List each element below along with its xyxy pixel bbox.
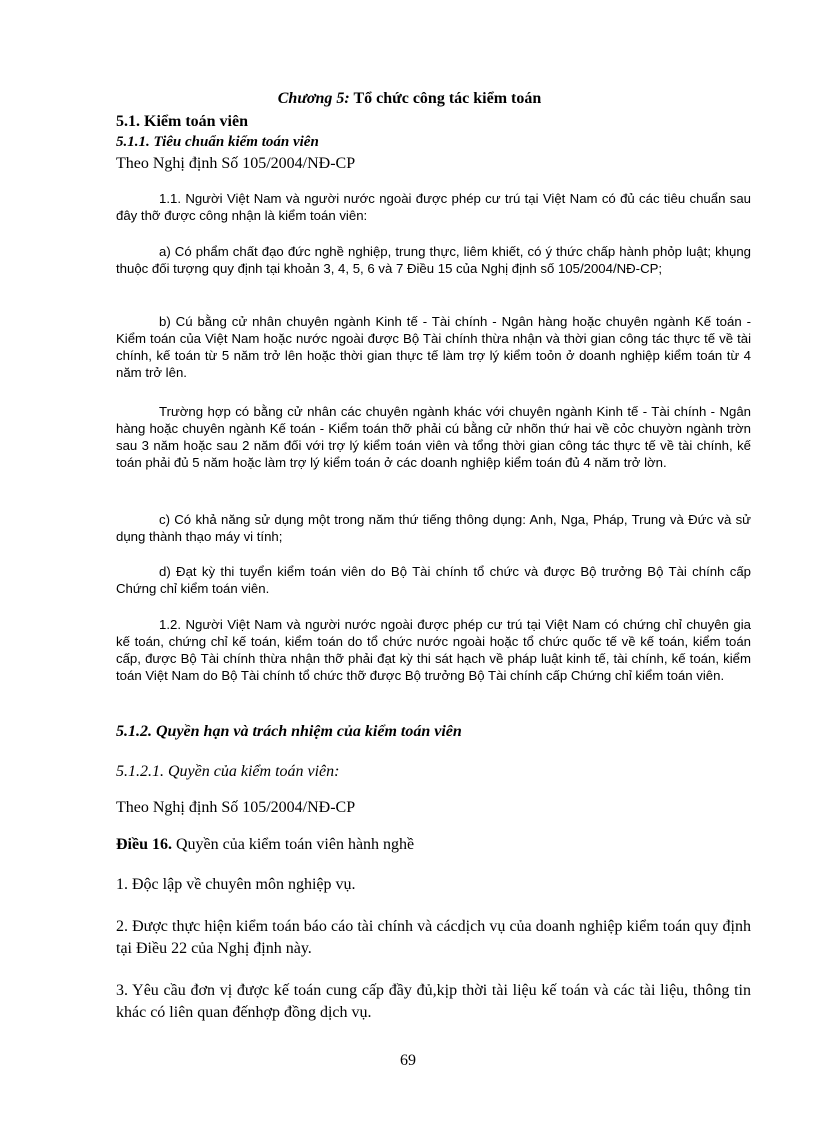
list-item: 2. Được thực hiện kiểm toán báo cáo tài chính và cácdịch vụ của doanh nghiệp kiểm toán quy định tại Điều 22 của Nghị định này. xyxy=(116,918,751,957)
paragraph-exception: Trường hợp có bằng cử nhân các chuyên ngành khác với chuyên ngành Kinh tế - Tài chính - Ngân hàng hoặc chuyên ngành Kế toán - Kiểm toán thỡ phải cú bằng cử nhõn thứ hai về cỏc chuyờn ngành trờn sau 3 năm hoặc sau 2 năm đối với trợ lý kiểm toán viên và tổng thời gian công tác thực tế về tài chính, kế toán phải đủ 5 năm hoặc làm trợ lý kiểm toán ở các doanh nghiệp kiểm toán đủ 4 năm trở lờn. xyxy=(116,404,751,470)
decree-reference: Theo Nghị định Số 105/2004/NĐ-CP xyxy=(116,799,356,816)
list-item: 3. Yêu cầu đơn vị được kế toán cung cấp đầy đủ,kịp thời tài liệu kế toán và các tài liệu, thông tin khác có liên quan đếnhợp đồng dịch vụ. xyxy=(116,982,751,1021)
section-heading-5-1: 5.1. Kiểm toán viên xyxy=(116,113,248,130)
paragraph-c: c) Có khả năng sử dụng một trong năm thứ tiếng thông dụng: Anh, Nga, Pháp, Trung và Đức và sử dụng thành thạo máy vi tính; xyxy=(116,512,751,544)
article-label: Điều 16. xyxy=(116,836,172,853)
decree-reference: Theo Nghị định Số 105/2004/NĐ-CP xyxy=(116,155,356,172)
article-heading xyxy=(116,834,751,856)
section-heading-5-1-2-1: 5.1.2.1. Quyền của kiểm toán viên: xyxy=(116,763,340,780)
paragraph-d: d) Đạt kỳ thi tuyển kiểm toán viên do Bộ Tài chính tổ chức và được Bộ trưởng Bộ Tài chính cấp Chứng chỉ kiểm toán viên. xyxy=(116,564,751,596)
list-item: 1. Độc lập về chuyên môn nghiệp vụ. xyxy=(116,876,356,893)
section-heading-5-1-1: 5.1.1. Tiêu chuẩn kiểm toán viên xyxy=(116,134,319,150)
chapter-label: Chương 5: xyxy=(277,90,350,107)
paragraph-1-1: 1.1. Người Việt Nam và người nước ngoài được phép cư trú tại Việt Nam có đủ các tiêu chuẩn sau đây thỡ được công nhận là kiểm toán viên: xyxy=(116,191,751,223)
paragraph-a: a) Có phẩm chất đạo đức nghề nghiệp, trung thực, liêm khiết, có ý thức chấp hành phỏp luật; khụng thuộc đối tượng quy định tại khoản 3, 4, 5, 6 và 7 Điều 15 của Nghị định số 105/2004/NĐ-CP; xyxy=(116,244,751,276)
paragraph-b: b) Cú bằng cử nhân chuyên ngành Kinh tế - Tài chính - Ngân hàng hoặc chuyên ngành Kế toán - Kiểm toán của Việt Nam hoặc nước ngoài được Bộ Tài chính thừa nhận và thời gian công tác thực tế về tài chính, kế toán từ 5 năm trở lên hoặc thời gian thực tế làm trợ lý kiểm toỏn ở doanh nghiệp kiểm toán từ 4 năm trở lên. xyxy=(116,314,751,380)
chapter-title xyxy=(116,90,703,108)
page-number: 69 xyxy=(400,1052,416,1069)
article-title: Quyền của kiểm toán viên hành nghề xyxy=(172,836,415,853)
paragraph-1-2: 1.2. Người Việt Nam và người nước ngoài được phép cư trú tại Việt Nam có chứng chỉ chuyên gia kế toán, chứng chỉ kế toán, kiểm toán do tổ chức nước ngoài hoặc tổ chức quốc tế về kế toán, kiểm toán cấp, được Bộ Tài chính thừa nhận thỡ phải đạt kỳ thi sát hạch về pháp luật kinh tế, tài chính, kế toán, kiểm toán Việt Nam do Bộ Tài chính tổ chức thỡ được Bộ trưởng Bộ Tài chính cấp Chứng chỉ kiểm toán viên. xyxy=(116,617,751,683)
chapter-name: Tổ chức công tác kiểm toán xyxy=(353,90,542,107)
section-heading-5-1-2: 5.1.2. Quyền hạn và trách nhiệm của kiểm toán viên xyxy=(116,723,462,740)
